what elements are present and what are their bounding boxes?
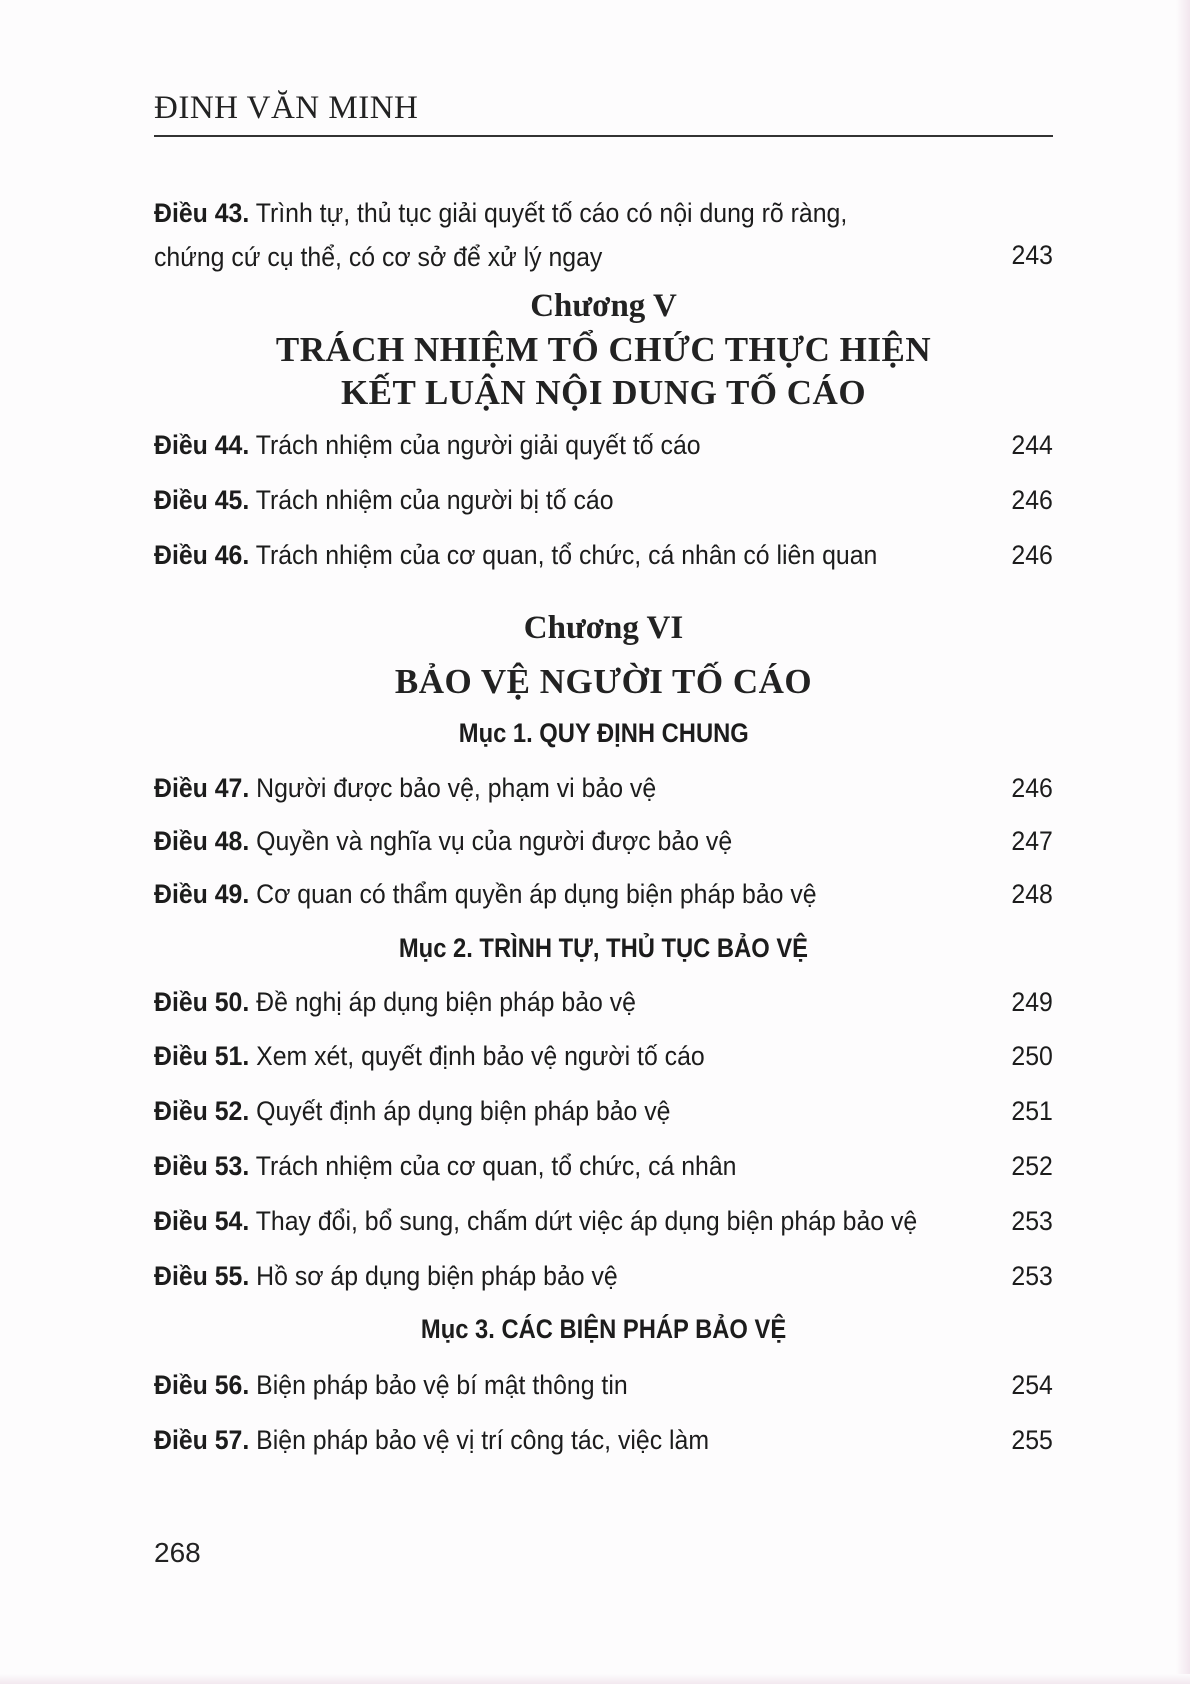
page-number: 249 bbox=[1011, 987, 1053, 1017]
article-title: Đề nghị áp dụng biện pháp bảo vệ bbox=[249, 987, 636, 1017]
page-edge-right bbox=[1176, 0, 1190, 1684]
toc-entry-57[interactable] bbox=[154, 1425, 1053, 1456]
article-number: Điều 44. bbox=[154, 430, 250, 460]
article-number: Điều 49. bbox=[154, 879, 250, 909]
page-number: 254 bbox=[1011, 1370, 1053, 1400]
section-1-heading: Mục 1. QUY ĐỊNH CHUNG bbox=[458, 718, 749, 748]
article-number: Điều 54. bbox=[154, 1206, 250, 1236]
page-number: 253 bbox=[1011, 1261, 1053, 1291]
article-number: Điều 48. bbox=[154, 826, 250, 856]
toc-entry-56[interactable] bbox=[154, 1370, 1053, 1401]
article-title: Trách nhiệm của người giải quyết tố cáo bbox=[249, 430, 701, 460]
chapter-5-title-line1: TRÁCH NHIỆM TỔ CHỨC THỰC HIỆN bbox=[275, 330, 932, 369]
article-number: Điều 52. bbox=[154, 1096, 250, 1126]
toc-entry-55[interactable] bbox=[154, 1261, 1053, 1292]
page-number: 247 bbox=[1011, 826, 1053, 856]
page-number: 253 bbox=[1011, 1206, 1053, 1236]
page-number: 251 bbox=[1011, 1096, 1053, 1126]
article-title: Thay đổi, bổ sung, chấm dứt việc áp dụng biện pháp bảo vệ bbox=[249, 1206, 918, 1236]
article-title-line2: chứng cứ cụ thể, có cơ sở để xử lý ngay bbox=[154, 242, 603, 272]
toc-entry-46[interactable] bbox=[154, 540, 1053, 571]
page-number-43: 243 bbox=[1011, 240, 1053, 270]
article-number: Điều 43. bbox=[154, 198, 250, 228]
article-title: Trách nhiệm của cơ quan, tổ chức, cá nhân bbox=[249, 1151, 737, 1181]
article-title: Biện pháp bảo vệ vị trí công tác, việc làm bbox=[249, 1425, 710, 1455]
page-edge-bottom bbox=[0, 1674, 1190, 1684]
article-title: Trách nhiệm của cơ quan, tổ chức, cá nhân có liên quan bbox=[249, 540, 878, 570]
article-title: Xem xét, quyết định bảo vệ người tố cáo bbox=[249, 1041, 705, 1071]
chapter-6-label: Chương VI bbox=[523, 610, 684, 646]
article-title: Người được bảo vệ, phạm vi bảo vệ bbox=[249, 773, 657, 803]
toc-entry-54[interactable] bbox=[154, 1206, 1053, 1237]
toc-entry-44[interactable] bbox=[154, 430, 1053, 461]
article-title: Trách nhiệm của người bị tố cáo bbox=[249, 485, 614, 515]
running-head: ĐINH VĂN MINH bbox=[154, 90, 419, 126]
article-number: Điều 53. bbox=[154, 1151, 250, 1181]
page-number: 248 bbox=[1011, 879, 1053, 909]
page-number: 244 bbox=[1011, 430, 1053, 460]
chapter-5-label: Chương V bbox=[530, 288, 677, 324]
article-title: Hồ sơ áp dụng biện pháp bảo vệ bbox=[249, 1261, 618, 1291]
article-number: Điều 56. bbox=[154, 1370, 250, 1400]
article-title: Quyền và nghĩa vụ của người được bảo vệ bbox=[249, 826, 733, 856]
page-number: 255 bbox=[1011, 1425, 1053, 1455]
toc-entry-50[interactable] bbox=[154, 987, 1053, 1018]
page-number: 250 bbox=[1011, 1041, 1053, 1071]
folio-page-number: 268 bbox=[154, 1537, 201, 1568]
toc-entry-51[interactable] bbox=[154, 1041, 1053, 1072]
article-title-line1: Trình tự, thủ tục giải quyết tố cáo có nội dung rõ ràng, bbox=[249, 198, 848, 228]
header-rule bbox=[154, 135, 1053, 137]
article-number: Điều 47. bbox=[154, 773, 250, 803]
article-number: Điều 46. bbox=[154, 540, 250, 570]
article-number: Điều 55. bbox=[154, 1261, 250, 1291]
article-number: Điều 51. bbox=[154, 1041, 250, 1071]
section-2-heading: Mục 2. TRÌNH TỰ, THỦ TỤC BẢO VỆ bbox=[398, 933, 809, 963]
toc-entry-45[interactable] bbox=[154, 485, 1053, 516]
page-number: 246 bbox=[1011, 485, 1053, 515]
section-3-heading: Mục 3. CÁC BIỆN PHÁP BẢO VỆ bbox=[420, 1314, 787, 1344]
article-title: Cơ quan có thẩm quyền áp dụng biện pháp bảo vệ bbox=[249, 879, 817, 909]
article-number: Điều 57. bbox=[154, 1425, 250, 1455]
article-title: Quyết định áp dụng biện pháp bảo vệ bbox=[249, 1096, 671, 1126]
page-number: 246 bbox=[1011, 540, 1053, 570]
toc-entry-47[interactable] bbox=[154, 773, 1053, 804]
toc-entry-52[interactable] bbox=[154, 1096, 1053, 1127]
chapter-5-title-line2: KẾT LUẬN NỘI DUNG TỐ CÁO bbox=[340, 373, 867, 412]
toc-entry-49[interactable] bbox=[154, 879, 1053, 910]
chapter-6-title: BẢO VỆ NGƯỜI TỐ CÁO bbox=[394, 662, 813, 701]
toc-entry-43[interactable] bbox=[154, 191, 847, 279]
article-number: Điều 50. bbox=[154, 987, 250, 1017]
toc-entry-53[interactable] bbox=[154, 1151, 1053, 1182]
page-number: 252 bbox=[1011, 1151, 1053, 1181]
article-number: Điều 45. bbox=[154, 485, 250, 515]
article-title: Biện pháp bảo vệ bí mật thông tin bbox=[249, 1370, 628, 1400]
page-number: 246 bbox=[1011, 773, 1053, 803]
toc-entry-48[interactable] bbox=[154, 826, 1053, 857]
